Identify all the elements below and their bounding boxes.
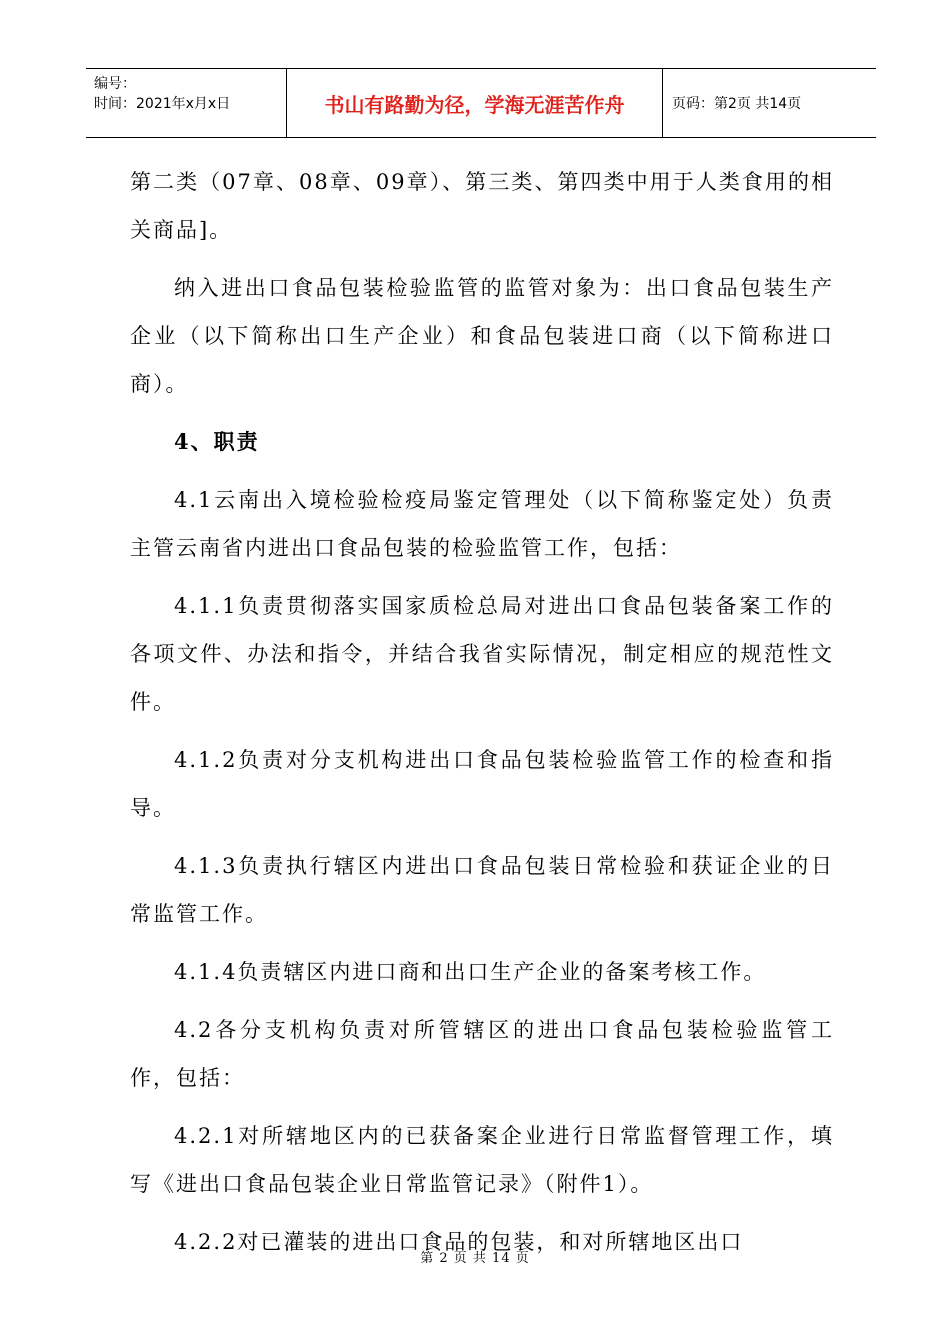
paragraph-continuation: 第二类（07章、08章、09章）、第三类、第四类中用于人类食用的相关商品]。	[130, 170, 834, 242]
paragraph-4-2-1: 4.2.1对所辖地区内的已获备案企业进行日常监督管理工作，填写《进出口食品包装企业日常监管记录》（附件1）。	[130, 1124, 834, 1196]
paragraph-4-1-2: 4.1.2负责对分支机构进出口食品包装检验监管工作的检查和指导。	[130, 748, 834, 820]
section-heading-responsibilities: 4、职责	[174, 429, 260, 454]
paragraph-4-1-4: 4.1.4负责辖区内进口商和出口生产企业的备案考核工作。	[174, 960, 767, 984]
paragraph-4-1: 4.1云南出入境检验检疫局鉴定管理处（以下简称鉴定处）负责主管云南省内进出口食品包装的检验监管工作，包括：	[130, 488, 834, 560]
page-header	[86, 68, 876, 138]
header-motto: 书山有路勤为径，学海无涯苦作舟	[286, 69, 663, 137]
header-meta	[86, 69, 286, 137]
header-page-info: 页码：第2页 共14页	[672, 96, 802, 112]
paragraph-4-1-3: 4.1.3负责执行辖区内进出口食品包装日常检验和获证企业的日常监管工作。	[130, 854, 834, 926]
page-footer: 第 2 页 共 14 页	[420, 1251, 530, 1266]
paragraph-supervision-objects: 纳入进出口食品包装检验监管的监管对象为：出口食品包装生产企业（以下简称出口生产企业）和食品包装进口商（以下简称进口商）。	[130, 276, 834, 396]
number-label: 编号：	[94, 76, 136, 92]
paragraph-4-2-2: 4.2.2对已灌装的进出口食品的包装，和对所辖地区出口	[174, 1230, 744, 1254]
paragraph-4-2: 4.2各分支机构负责对所管辖区的进出口食品包装检验监管工作，包括：	[130, 1018, 834, 1090]
time-label: 时间：2021年x月x日	[94, 96, 231, 112]
document-body	[130, 158, 834, 1276]
paragraph-4-1-1: 4.1.1负责贯彻落实国家质检总局对进出口食品包装备案工作的各项文件、办法和指令，并结合我省实际情况，制定相应的规范性文件。	[130, 594, 834, 714]
